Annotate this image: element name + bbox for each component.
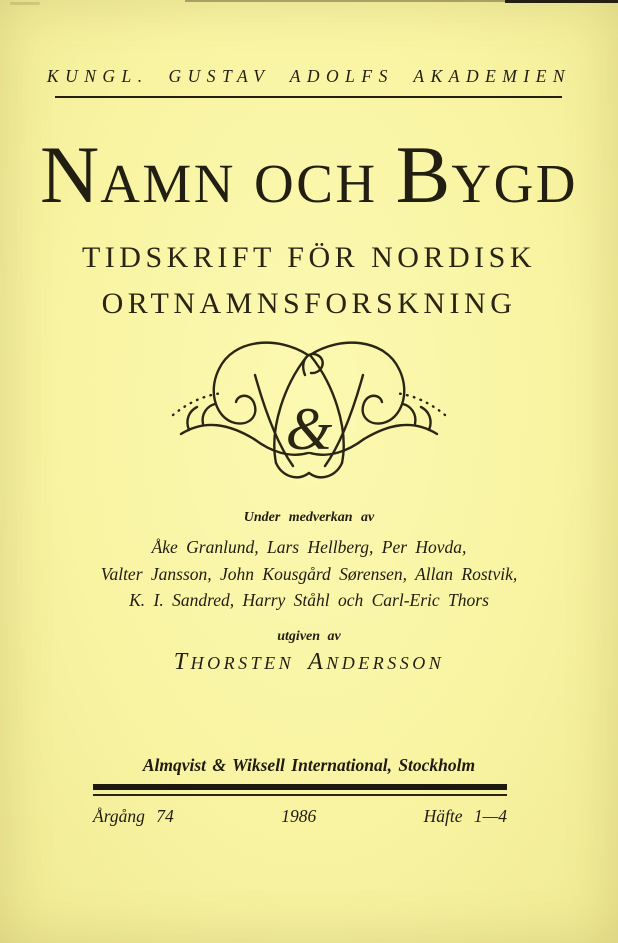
journal-title	[0, 129, 618, 220]
title-connector: OCH	[254, 153, 378, 214]
year-label: 1986	[281, 806, 317, 826]
editor-last-name	[308, 650, 444, 674]
subtitle-line1: TIDSKRIFT FÖR NORDISK	[81, 241, 536, 274]
editor-last-initial: A	[308, 649, 327, 675]
academy-underline-rule	[55, 96, 562, 98]
title-rest-ygd: YGD	[451, 153, 579, 214]
editor-name	[0, 650, 618, 674]
thick-rule	[93, 784, 507, 790]
title-word-bygd	[395, 129, 579, 220]
title-word-och	[254, 153, 378, 214]
title-initial-n: N	[39, 129, 101, 220]
issue-number-label: Häfte 1—4	[423, 806, 507, 826]
monogram-icon	[159, 333, 459, 489]
title-initial-b: B	[395, 129, 452, 220]
contributors-heading: Under medverkan av	[243, 510, 375, 525]
ampersand-glyph: &	[285, 396, 333, 462]
contributors-line-1: Åke Granlund, Lars Hellberg, Per Hovda,	[151, 537, 467, 557]
editor-first-initial: T	[173, 649, 191, 675]
scan-smudge-artifact	[10, 2, 40, 5]
scan-edge-artifact	[185, 0, 507, 2]
volume-label: Årgång 74	[93, 806, 174, 826]
subtitle-line2: ORTNAMNSFORSKNING	[101, 287, 517, 320]
academy-name: KUNGL. GUSTAV ADOLFS AKADEMIEN	[46, 66, 572, 86]
contributors-line-2: Valter Jansson, John Kousgård Sørensen, Allan Rostvik,	[100, 563, 518, 584]
title-rest-amn: AMN	[100, 153, 237, 214]
contributors-list	[0, 534, 618, 614]
publisher-imprint: Almqvist & Wiksell International, Stockholm	[142, 755, 476, 775]
editor-last-rest: NDERSSON	[326, 653, 445, 673]
editor-first-name	[174, 650, 294, 674]
double-rule	[93, 784, 507, 796]
title-word-namn	[39, 129, 237, 220]
editor-heading: utgiven av	[277, 629, 341, 644]
editor-first-rest: HORSTEN	[190, 653, 295, 673]
thin-rule	[93, 794, 507, 796]
issue-info-row	[93, 806, 507, 827]
scan-edge-artifact-dark	[505, 0, 618, 3]
calligraphic-monogram-ornament	[159, 333, 459, 489]
contributors-line-3: K. I. Sandred, Harry Ståhl och Carl-Eric Thors	[129, 590, 489, 610]
